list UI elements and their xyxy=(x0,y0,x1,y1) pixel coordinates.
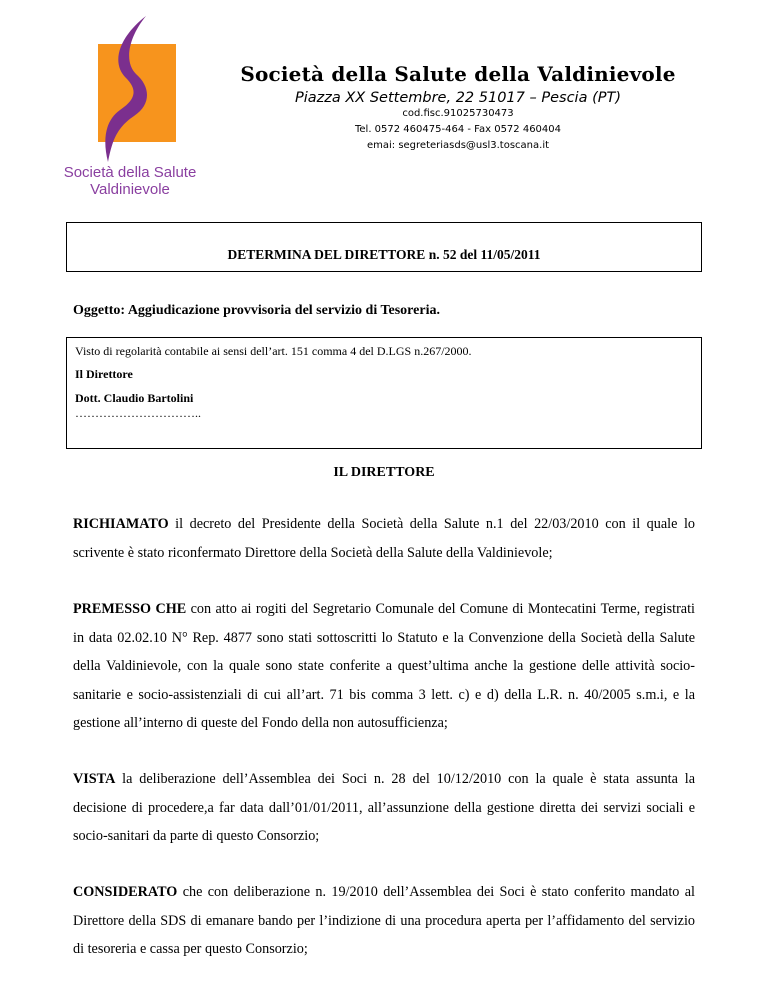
paragraph-lead: CONSIDERATO xyxy=(73,884,178,900)
paragraph-lead: PREMESSO CHE xyxy=(73,601,187,617)
visto-text: Visto di regolarità contabile ai sensi dell’art. 151 comma 4 del D.LGS n.267/2000. xyxy=(75,344,472,358)
fiscal-code: cod.fisc.91025730473 xyxy=(402,108,514,119)
logo-caption-line2: Valdinievole xyxy=(90,181,170,198)
paragraph-text: con atto ai rogiti del Segretario Comunale del Comune di Montecatini Terme, registrati in data 02.02.10 N° Rep. 4877 sono stati sottoscritti lo Statuto e la Convenzione della Società della Salute della Valdinievole, con la quale sono state conferite a quest’ultima anche la gestione delle attività socio-sanitarie e socio-assistenziali di cui all’art. 71 bis comma 3 lett. c) e d) della L.R. n. 40/2005 s.m.i, e la gestione all’interno di queste del Fondo della non autosufficienza; xyxy=(73,601,695,731)
paragraph-vista xyxy=(73,765,695,851)
paragraph-text: il decreto del Presidente della Società della Salute n.1 del 22/03/2010 con il quale lo scrivente è stato riconfermato Direttore della Società della Salute della Valdinievole; xyxy=(73,516,695,561)
organization-header xyxy=(228,62,688,154)
logo-caption xyxy=(60,164,200,198)
paragraph-lead: VISTA xyxy=(73,771,116,787)
visto-role: Il Direttore xyxy=(75,367,133,381)
paragraph-text: che con deliberazione n. 19/2010 dell’Assemblea dei Soci è stato conferito mandato al Direttore della SDS di emanare bando per l’indizione di una procedura aperta per l’affidamento del servizio di tesoreria e cassa per questo Consorzio; xyxy=(73,884,695,957)
organization-address: Piazza XX Settembre, 22 51017 – Pescia (PT) xyxy=(295,90,621,106)
subject-line: Oggetto: Aggiudicazione provvisoria del servizio di Tesoreria. xyxy=(73,303,440,318)
paragraph-richiamato xyxy=(73,510,695,567)
visto-box xyxy=(66,337,702,449)
determina-title: DETERMINA DEL DIRETTORE n. 52 del 11/05/2011 xyxy=(227,247,541,262)
paragraph-text: la deliberazione dell’Assemblea dei Soci n. 28 del 10/12/2010 con la quale è stata assunta la decisione di procedere,a far data dall’01/01/2011, all’assunzione della gestione diretta dei servizi sociali e socio-sanitari da parte di questo Consorzio; xyxy=(73,771,695,844)
section-heading: IL DIRETTORE xyxy=(333,465,435,480)
email-address: emai: segreteriasds@usl3.toscana.it xyxy=(366,140,550,151)
organization-name: Società della Salute della Valdinievole xyxy=(240,62,676,86)
sds-logo xyxy=(60,14,200,198)
signature-line: ………………………….. xyxy=(75,406,201,420)
paragraph-premesso xyxy=(73,595,695,738)
paragraph-considerato xyxy=(73,878,695,964)
phone-fax: Tel. 0572 460475-464 - Fax 0572 460404 xyxy=(354,124,562,135)
visto-name: Dott. Claudio Bartolini xyxy=(75,391,194,405)
sds-logo-icon xyxy=(80,14,180,164)
paragraph-lead: RICHIAMATO xyxy=(73,516,169,532)
determina-title-box xyxy=(66,222,702,272)
logo-caption-line1: Società della Salute xyxy=(63,164,197,181)
